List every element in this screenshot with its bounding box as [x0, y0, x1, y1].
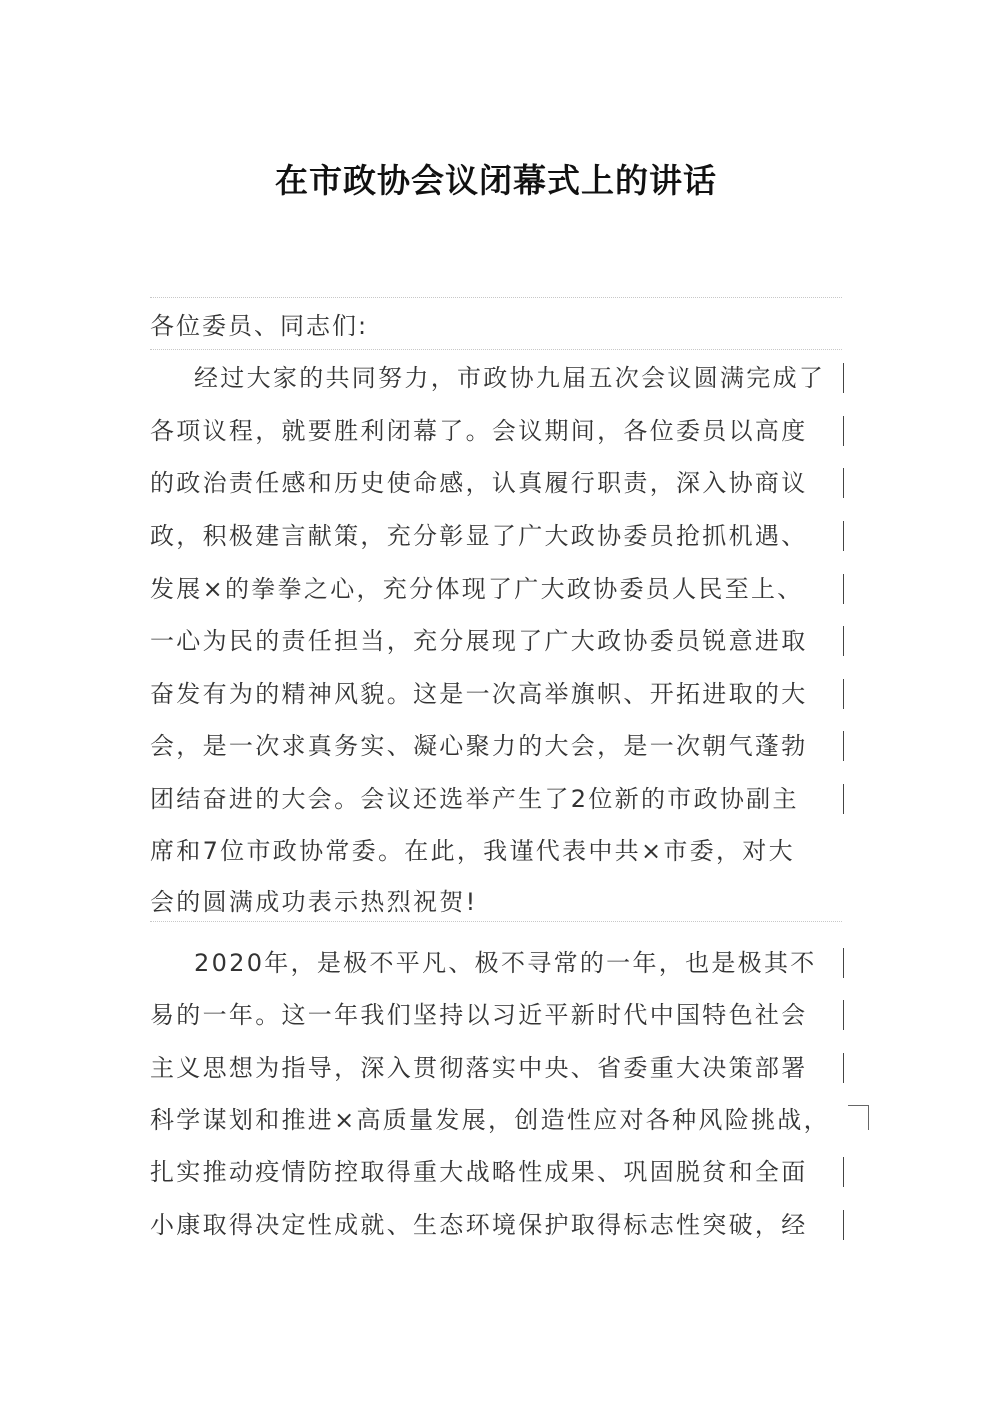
paragraph-line: 易的一年。这一年我们坚持以习近平新时代中国特色社会 — [150, 1001, 808, 1029]
line-end-marker — [843, 1210, 844, 1240]
paragraph-line: 席和7位市政协常委。在此，我谨代表中共×市委，对大 — [150, 837, 795, 865]
paragraph-line: 的政治责任感和历史使命感，认真履行职责，深入协商议 — [150, 469, 808, 497]
paragraph-line: 奋发有为的精神风貌。这是一次高举旗帜、开拓进取的大 — [150, 680, 808, 708]
line-end-marker — [843, 1053, 844, 1083]
line-end-marker — [843, 1157, 844, 1187]
line-end-marker — [843, 948, 844, 978]
paragraph-line: 政，积极建言献策，充分彰显了广大政协委员抢抓机遇、 — [150, 522, 808, 550]
paragraph-line: 团结奋进的大会。会议还选举产生了2位新的市政协副主 — [150, 785, 799, 813]
paragraph-line: 各项议程，就要胜利闭幕了。会议期间，各位委员以高度 — [150, 417, 808, 445]
paragraph-line: 会，是一次求真务实、凝心聚力的大会，是一次朝气蓬勃 — [150, 732, 808, 760]
line-end-marker — [843, 1000, 844, 1030]
paragraph-line: 科学谋划和推进×高质量发展，创造性应对各种风险挑战， — [150, 1106, 830, 1134]
paragraph-line: 主义思想为指导，深入贯彻落实中央、省委重大决策部署 — [150, 1054, 808, 1082]
paragraph-line: 小康取得决定性成就、生态环境保护取得标志性突破，经 — [150, 1211, 808, 1239]
paragraph-line: 经过大家的共同努力，市政协九届五次会议圆满完成了 — [194, 364, 826, 392]
line-end-marker — [843, 784, 844, 814]
paragraph-line: 一心为民的责任担当，充分展现了广大政协委员锐意进取 — [150, 627, 808, 655]
line-end-marker — [843, 416, 844, 446]
paragraph-line: 扎实推动疫情防控取得重大战略性成果、巩固脱贫和全面 — [150, 1158, 808, 1186]
document-title: 在市政协会议闭幕式上的讲话 — [275, 161, 717, 200]
line-end-marker — [843, 363, 844, 393]
line-end-marker — [843, 521, 844, 551]
line-end-marker — [843, 679, 844, 709]
separator — [150, 297, 842, 298]
salutation: 各位委员、同志们: — [150, 312, 369, 340]
margin-corner-mark — [848, 1105, 869, 1130]
line-end-marker — [843, 626, 844, 656]
line-end-marker — [843, 574, 844, 604]
line-end-marker — [843, 731, 844, 761]
line-end-marker — [843, 468, 844, 498]
paragraph-line: 会的圆满成功表示热烈祝贺! — [150, 888, 478, 916]
separator — [150, 921, 842, 922]
paragraph-line: 2020年，是极不平凡、极不寻常的一年，也是极其不 — [194, 949, 817, 977]
paragraph-line: 发展×的拳拳之心，充分体现了广大政协委员人民至上、 — [150, 575, 804, 603]
separator — [150, 349, 842, 350]
